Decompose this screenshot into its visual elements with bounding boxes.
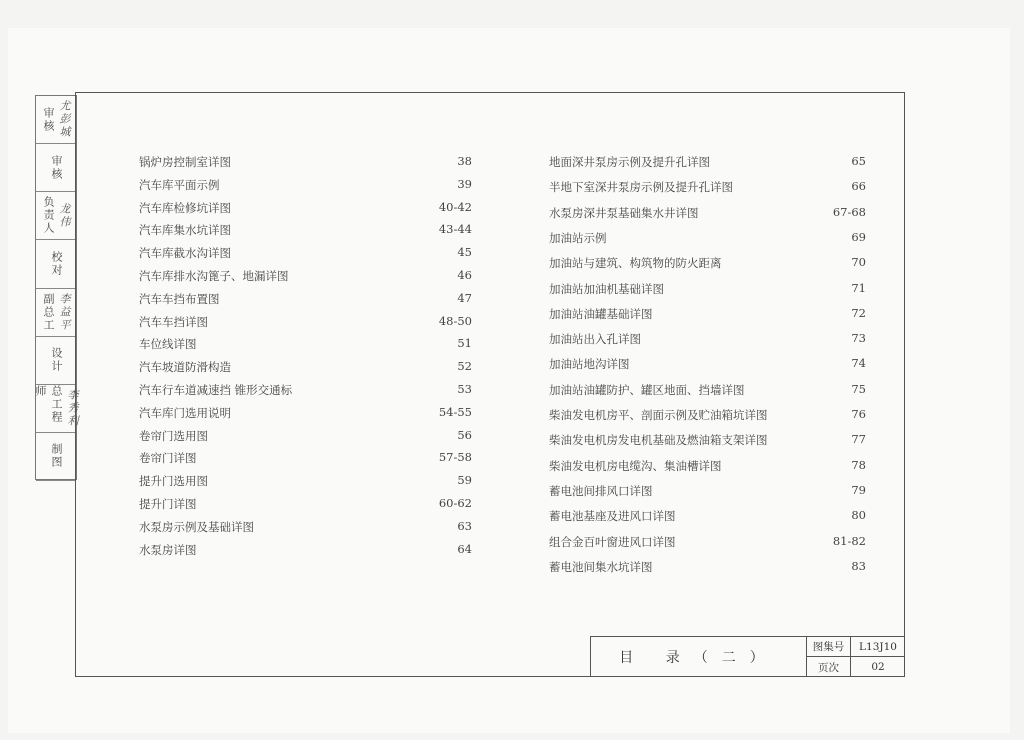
signature-cell [34, 384, 79, 433]
toc-entry-title: 蓄电池基座及进风口详图 [549, 509, 676, 524]
toc-entry-page: 54-55 [438, 404, 472, 419]
toc-entry [139, 222, 472, 238]
toc-entry-title: 加油站出入孔详图 [549, 332, 641, 347]
toc-entry-title: 地面深井泵房示例及提升孔详图 [549, 155, 710, 169]
toc-entry-page: 63 [457, 518, 472, 533]
toc-entry-page: 59 [457, 473, 472, 488]
toc-entry-title: 半地下室深井泵房示例及提升孔详图 [549, 180, 733, 195]
toc-entry-page: 64 [457, 541, 472, 556]
toc-entry-title: 加油站与建筑、构筑物的防火距离 [549, 256, 722, 271]
signature-role-label: 设计 [50, 347, 63, 374]
signature-cell [36, 192, 76, 240]
toc-entry-page: 79 [851, 482, 866, 497]
toc-entry-title: 加油站示例 [549, 230, 607, 245]
toc-entry-page: 38 [457, 154, 472, 168]
toc-entry-page: 77 [851, 432, 866, 447]
toc-entry [549, 179, 866, 195]
toc-entry-title: 汽车车挡布置图 [139, 291, 220, 306]
signature-role-label: 校对 [50, 250, 63, 277]
signature-cell [36, 433, 76, 481]
toc-entry-title: 汽车库门选用说明 [139, 405, 231, 420]
toc-entry [549, 458, 866, 474]
toc-entry-title: 柴油发电机房电缆沟、集油槽详图 [549, 458, 722, 473]
toc-entry [139, 382, 472, 398]
signature-role-label: 总工程师 [34, 384, 63, 424]
toc-entry [139, 268, 472, 284]
toc-entry-title: 柴油发电机房发电机基础及燃油箱支架详图 [549, 433, 768, 448]
signature-role-label: 制图 [50, 443, 63, 470]
toc-entry [549, 483, 866, 499]
toc-entry [139, 359, 472, 375]
toc-entry [139, 154, 472, 170]
toc-entry [139, 496, 472, 512]
toc-entry-page: 67-68 [832, 204, 866, 219]
signature-cell [36, 96, 76, 144]
toc-entry-page: 81-82 [832, 533, 866, 548]
toc-entry-title: 水泵房深井泵基础集水井详图 [549, 205, 699, 220]
toc-entry [139, 473, 472, 489]
toc-entry-title: 蓄电池间集水坑详图 [549, 559, 653, 574]
signature-cell [36, 240, 76, 288]
signature-name: 龙伟 [58, 202, 71, 229]
toc-entry-title: 卷帘门选用图 [139, 428, 208, 443]
toc-entry-page: 53 [457, 382, 472, 396]
signature-role-label: 副总工 [42, 292, 55, 332]
toc-entry-page: 70 [851, 255, 866, 270]
toc-entry [549, 508, 866, 524]
toc-entry [549, 407, 866, 423]
signature-role-label: 负责人 [42, 196, 55, 236]
toc-entry-title: 水泵房示例及基础详图 [139, 519, 254, 534]
toc-entry-title: 汽车库检修坑详图 [139, 200, 231, 215]
toc-entry-title: 卷帘门详图 [139, 451, 197, 466]
toc-entry-title: 水泵房详图 [139, 542, 197, 557]
toc-entry [549, 306, 866, 322]
toc-entry-title: 蓄电池间排风口详图 [549, 483, 653, 498]
toc-entry-title: 锅炉房控制室详图 [139, 155, 231, 169]
toc-entry-title: 汽车库集水坑详图 [139, 223, 231, 238]
toc-entry-page: 76 [851, 407, 866, 421]
toc-entry [139, 336, 472, 352]
toc-entry-title: 加油站加油机基础详图 [549, 281, 664, 296]
toc-entry-title: 汽车车挡详图 [139, 314, 208, 329]
toc-entry-page: 46 [457, 268, 472, 282]
toc-entry-page: 57-58 [438, 450, 472, 465]
toc-entry [549, 230, 866, 246]
toc-entry-title: 加油站地沟详图 [549, 357, 630, 372]
toc-entry [139, 428, 472, 444]
title-block [590, 636, 904, 677]
toc-entry [139, 245, 472, 261]
toc-entry [549, 154, 866, 170]
page-number: 02 [871, 661, 885, 673]
toc-entry [139, 405, 472, 421]
signature-name: 尤彭城 [58, 100, 71, 140]
toc-entry-title: 柴油发电机房平、剖面示例及贮油箱坑详图 [549, 408, 768, 422]
toc-entry-title: 汽车行车道减速挡 锥形交通标 [139, 383, 293, 397]
atlas-number-label: 图集号 [807, 637, 851, 657]
toc-entry [139, 200, 472, 216]
toc-entry [549, 356, 866, 372]
toc-entry [549, 331, 866, 347]
signature-role-label: 审核 [42, 106, 55, 133]
toc-entry-page: 69 [851, 229, 866, 244]
toc-entry-title: 汽车坡道防滑构造 [139, 360, 231, 375]
page-number-label: 页次 [807, 657, 851, 677]
signature-name: 李秀利 [66, 388, 79, 428]
toc-entry [139, 542, 472, 558]
toc-entry [139, 177, 472, 193]
toc-entry-page: 52 [457, 359, 472, 374]
toc-entry [549, 205, 866, 221]
toc-entry-page: 45 [457, 245, 472, 260]
toc-entry [549, 382, 866, 398]
signature-cell [36, 289, 76, 337]
toc-entry-page: 39 [457, 176, 472, 191]
signature-cell [36, 337, 76, 385]
toc-entry-page: 74 [851, 356, 866, 371]
toc-entry-title: 提升门详图 [139, 497, 197, 511]
toc-entry-title: 组合金百叶窗进风口详图 [549, 534, 676, 549]
toc-entry-title: 加油站油罐防护、罐区地面、挡墙详图 [549, 382, 745, 397]
toc-entry-page: 48-50 [438, 313, 472, 328]
toc-entry-page: 56 [457, 427, 472, 442]
toc-entry [549, 281, 866, 297]
signature-cell [36, 144, 76, 192]
toc-entry-page: 75 [851, 381, 866, 396]
toc-entry-page: 78 [851, 457, 866, 472]
toc-entry-page: 60-62 [438, 496, 472, 510]
signature-role-label: 审核 [50, 154, 63, 181]
toc-entry-title: 车位线详图 [139, 337, 197, 352]
toc-entry-title: 汽车库平面示例 [139, 177, 220, 192]
toc-entry-page: 72 [851, 305, 866, 320]
toc-entry-page: 65 [851, 154, 866, 168]
toc-entry-page: 51 [457, 336, 472, 351]
toc-entry-page: 43-44 [438, 222, 472, 237]
toc-entry [139, 519, 472, 535]
toc-entry-page: 83 [851, 558, 866, 573]
toc-entry-title: 加油站油罐基础详图 [549, 306, 653, 321]
signature-name: 李益平 [58, 292, 71, 332]
sheet-title: 目 录（二） [619, 650, 778, 666]
toc-entry-page: 71 [851, 280, 866, 295]
title-block-grid [806, 637, 905, 677]
toc-entry-page: 66 [851, 179, 866, 194]
toc-entry-page: 40-42 [438, 199, 472, 214]
signature-strip [35, 95, 77, 480]
toc-entry [139, 314, 472, 330]
toc-entry-title: 汽车库排水沟篦子、地漏详图 [139, 269, 289, 283]
toc-entry [549, 534, 866, 550]
toc-entry [139, 450, 472, 466]
toc-entry [549, 255, 866, 271]
toc-entry-title: 汽车库截水沟详图 [139, 246, 231, 261]
atlas-number: L13J10 [851, 637, 905, 657]
toc-entry [139, 291, 472, 307]
toc-entry-title: 提升门选用图 [139, 474, 208, 489]
toc-entry-page: 80 [851, 508, 866, 523]
toc-entry-page: 47 [457, 290, 472, 305]
toc-entry-page: 73 [851, 331, 866, 346]
toc-entry [549, 432, 866, 448]
toc-entry [549, 559, 866, 575]
